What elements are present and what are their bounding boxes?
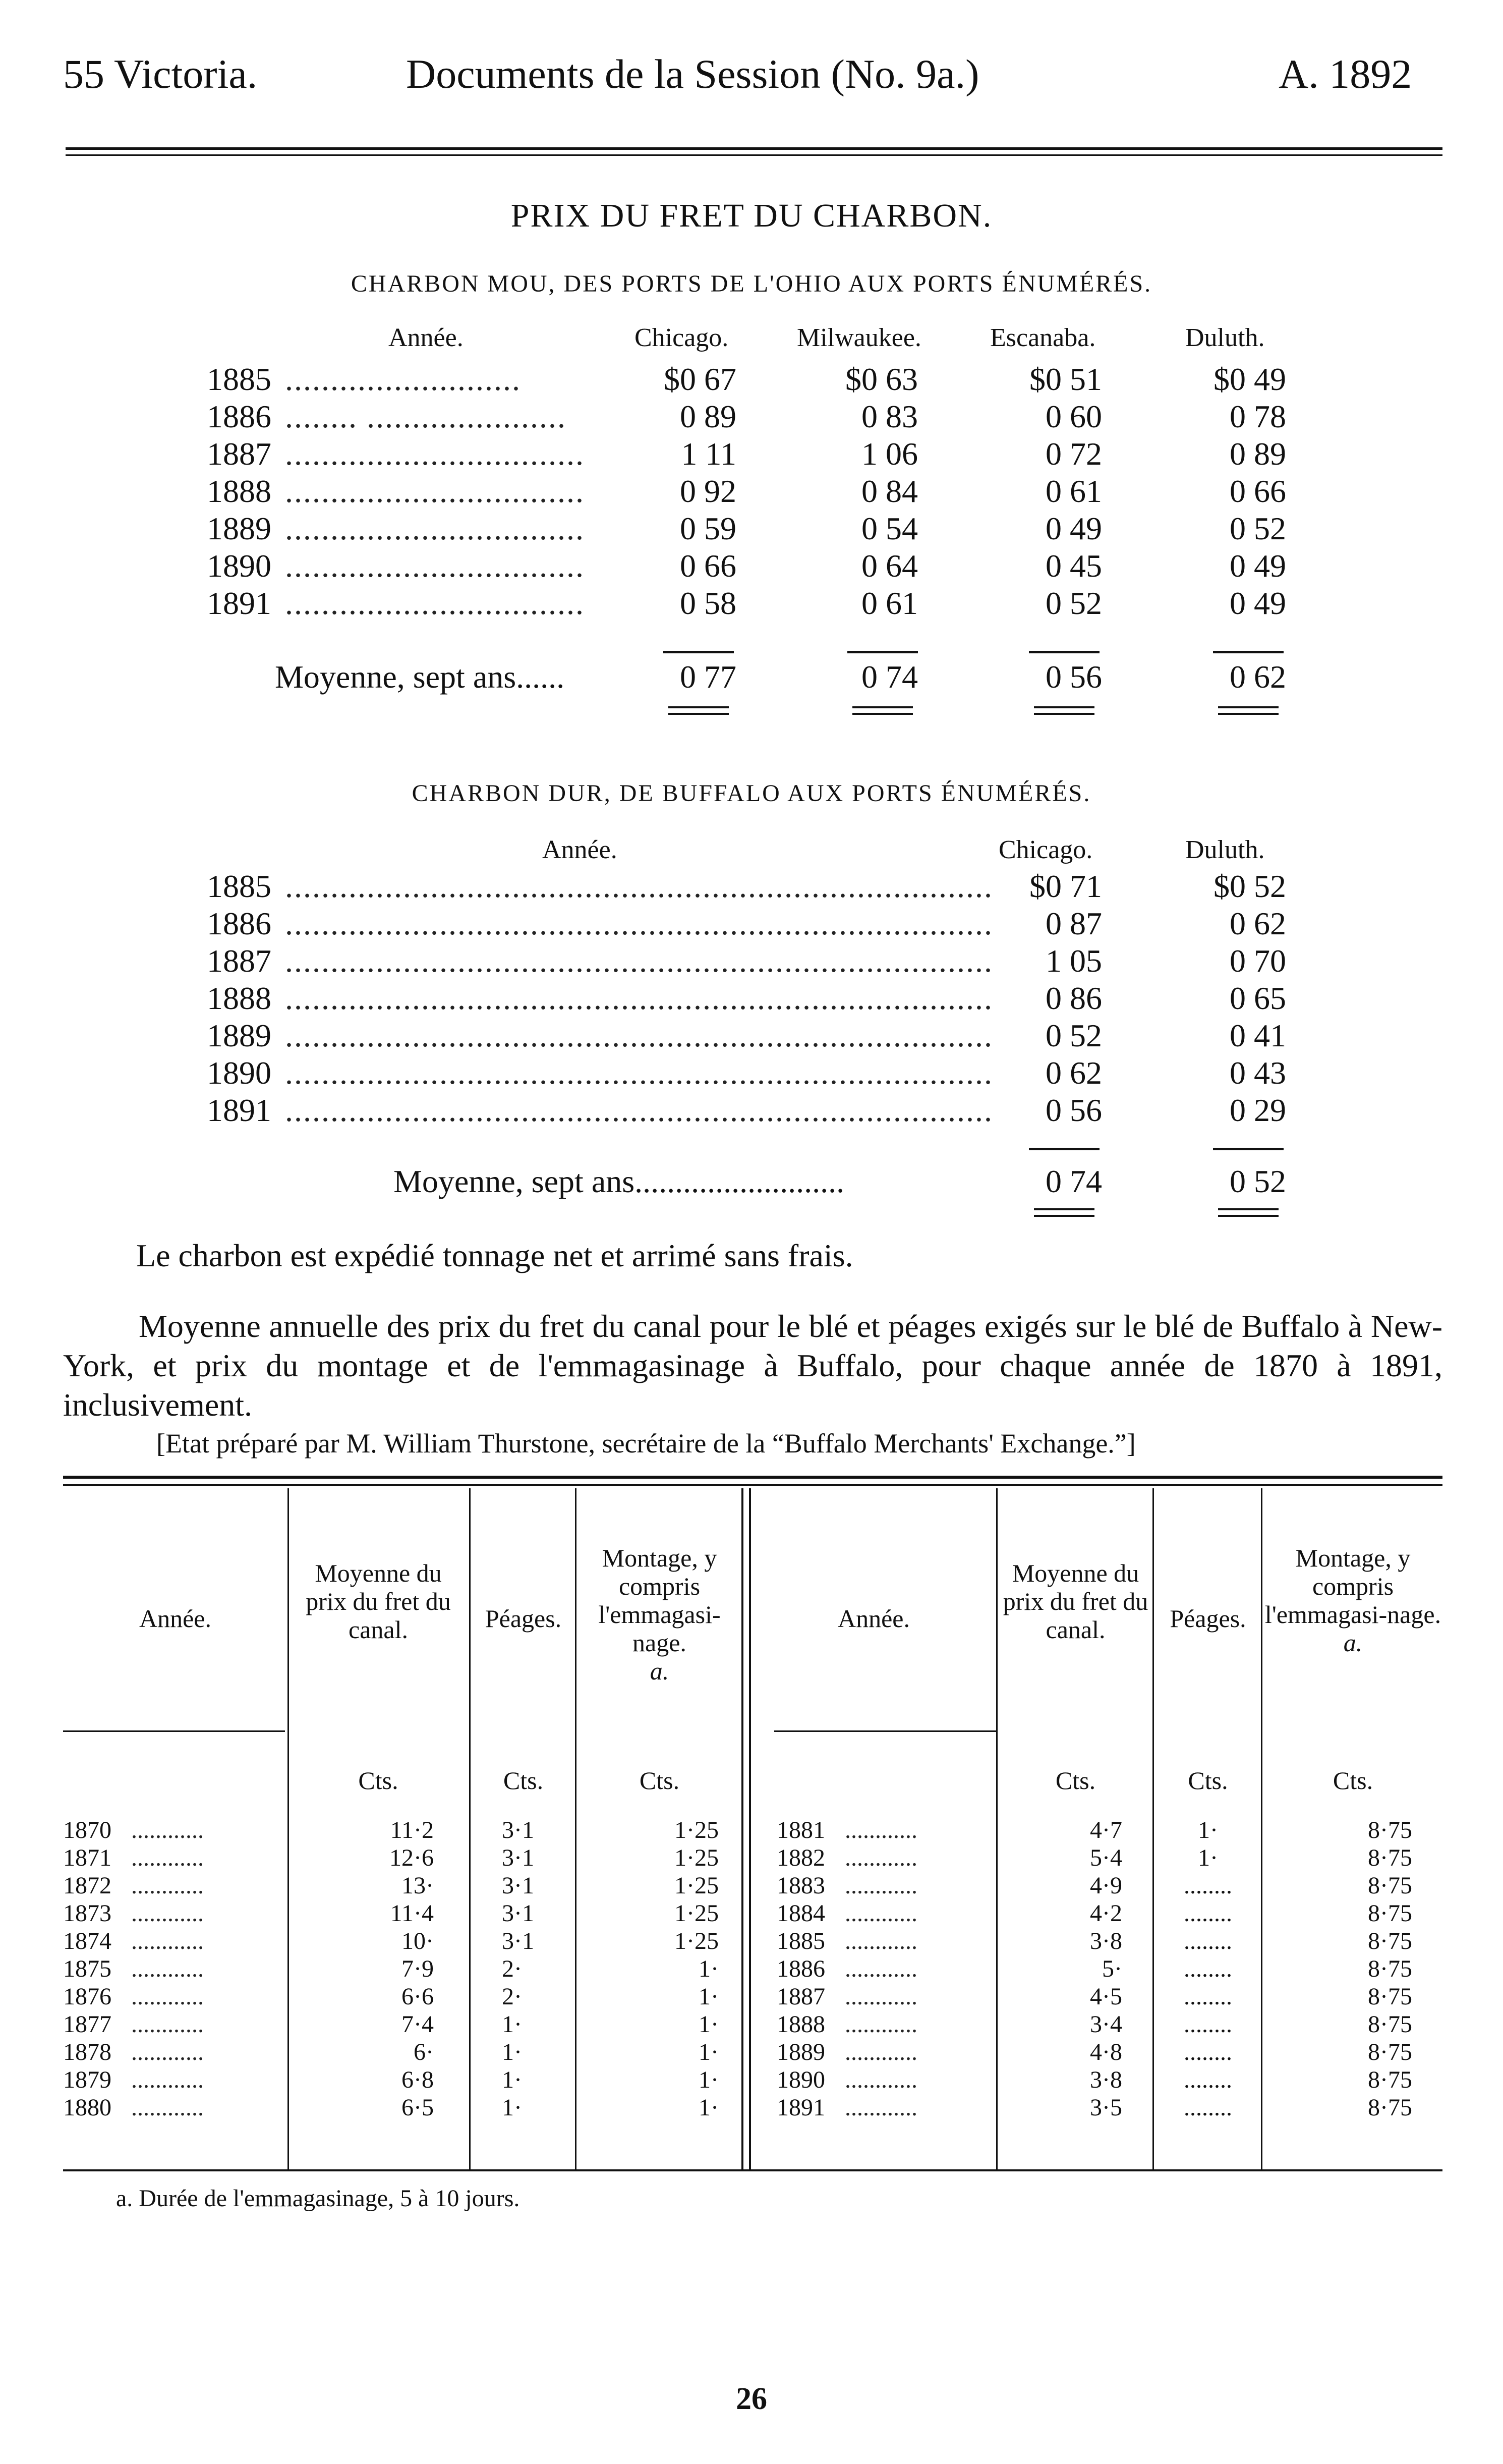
hard-dbl-rule-chicago-1 — [1034, 1208, 1094, 1210]
cell-elevation: 8·75 — [1368, 1872, 1412, 1899]
table-row — [0, 1927, 1503, 1954]
row-leader: ................................. — [285, 436, 585, 472]
cell-elevation: 8·75 — [1368, 2094, 1412, 2121]
table-row — [207, 398, 1316, 436]
cell-chicago: 0 58 — [680, 585, 736, 621]
canal-table-top-rule — [63, 1476, 1442, 1479]
cell-freight: 4·5 — [1090, 1983, 1122, 2010]
cell-tolls: 2· — [502, 1983, 522, 2010]
cell-chicago: 1 05 — [1046, 943, 1102, 979]
row-leader: ............ — [845, 1844, 917, 1871]
cell-freight: 12·6 — [389, 1844, 434, 1871]
row-leader: .............................................................................. — [285, 906, 993, 941]
cell-tolls: ........ — [1184, 2094, 1232, 2121]
cell-freight: 11·2 — [390, 1817, 434, 1843]
page-title: PRIX DU FRET DU CHARBON. — [510, 197, 993, 234]
header-session-left: 55 Victoria. — [63, 51, 258, 97]
unit-freight-right: Cts. — [1055, 1766, 1096, 1795]
row-year: 1889 — [777, 2039, 825, 2065]
soft-dbl-rule-milwaukee-2 — [852, 713, 913, 715]
table-row — [207, 980, 1316, 1018]
cell-tolls: 3·1 — [502, 1817, 534, 1843]
cell-freight: 6·8 — [401, 2066, 434, 2093]
canal-intro-paragraph: Moyenne annuelle des prix du fret du canal pour le blé et péages exigés sur le blé de Buffalo à New-York, et prix du montage et de l'emmagasinage à Buffalo, pour chaque année de 1870 à 1891, inclusivement. — [63, 1308, 1442, 1423]
cell-chicago: 0 87 — [1046, 906, 1102, 941]
unit-tolls-left: Cts. — [503, 1766, 544, 1795]
table-row — [0, 1955, 1503, 1982]
cell-elevation: 1·25 — [674, 1817, 719, 1843]
cell-freight: 5·4 — [1090, 1844, 1122, 1871]
row-year: 1886 — [207, 399, 271, 434]
table-row — [207, 942, 1316, 981]
cell-duluth: 0 52 — [1230, 511, 1286, 546]
cell-duluth: 0 49 — [1230, 548, 1286, 584]
soft-header-chicago: Chicago. — [634, 323, 729, 352]
row-year: 1882 — [777, 1844, 825, 1871]
cell-freight: 7·9 — [401, 1955, 434, 1982]
row-year: 1891 — [777, 2094, 825, 2121]
soft-sum-rule-escanaba — [1029, 651, 1100, 653]
row-year: 1884 — [777, 1900, 825, 1927]
table-row — [0, 2066, 1503, 2093]
row-year: 1888 — [777, 2011, 825, 2038]
cell-elevation: 1· — [699, 2066, 719, 2093]
canal-table-bottom-rule — [63, 2169, 1442, 2171]
table-row — [207, 905, 1316, 943]
cell-freight: 3·5 — [1090, 2094, 1122, 2121]
hard-coal-subtitle: CHARBON DUR, DE BUFFALO AUX PORTS ÉNUMÉRÉS. — [412, 780, 1091, 807]
cell-milwaukee: $0 63 — [845, 361, 918, 397]
soft-header-milwaukee: Milwaukee. — [797, 323, 921, 352]
row-leader: ............ — [845, 2011, 917, 2038]
cell-duluth: 0 89 — [1230, 436, 1286, 472]
cell-chicago: 0 66 — [680, 548, 736, 584]
cell-elevation: 8·75 — [1368, 1983, 1412, 2010]
cell-elevation: 1· — [699, 1955, 719, 1982]
cell-elevation: 8·75 — [1368, 1928, 1412, 1954]
cell-tolls: 1· — [1198, 1817, 1218, 1843]
table-row — [207, 585, 1316, 623]
hard-average-label: Moyenne, sept ans.......................... — [393, 1163, 845, 1199]
cell-elevation: 1· — [699, 2011, 719, 2038]
cell-escanaba: 0 72 — [1046, 436, 1102, 472]
canal-header-freight-left: Moyenne du prix du fret du canal. — [306, 1559, 451, 1644]
row-leader: ............ — [845, 2066, 917, 2093]
soft-dbl-rule-milwaukee-1 — [852, 706, 913, 708]
row-leader: ............ — [131, 1817, 204, 1843]
cell-milwaukee: 1 06 — [861, 436, 918, 472]
cell-elevation: 8·75 — [1368, 2039, 1412, 2065]
table-row — [0, 1983, 1503, 2010]
cell-freight: 3·8 — [1090, 2066, 1122, 2093]
cell-freight: 5· — [1102, 1955, 1122, 1982]
page-number: 26 — [736, 2382, 767, 2416]
row-leader: ........ ...................... — [285, 399, 566, 434]
row-year: 1872 — [63, 1872, 111, 1899]
row-leader: ............ — [131, 1983, 204, 2010]
row-year: 1871 — [63, 1844, 111, 1871]
row-year: 1877 — [63, 2011, 111, 2038]
row-year: 1883 — [777, 1872, 825, 1899]
soft-coal-subtitle: CHARBON MOU, DES PORTS DE L'OHIO AUX PORTS ÉNUMÉRÉS. — [351, 270, 1152, 297]
soft-dbl-rule-escanaba-2 — [1034, 713, 1094, 715]
cell-chicago: 1 11 — [681, 436, 736, 472]
soft-dbl-rule-duluth-2 — [1218, 713, 1279, 715]
soft-header-year: Année. — [388, 323, 464, 352]
hard-header-chicago: Chicago. — [999, 835, 1093, 864]
cell-freight: 13· — [401, 1872, 434, 1899]
cell-duluth: $0 49 — [1213, 361, 1286, 397]
row-leader: ............ — [131, 1844, 204, 1871]
cell-tolls: 3·1 — [502, 1928, 534, 1954]
soft-average-label: Moyenne, sept ans...... — [275, 659, 565, 695]
row-leader: .............................................................................. — [285, 1092, 993, 1128]
cell-chicago: $0 71 — [1029, 868, 1102, 904]
hard-dbl-rule-duluth-1 — [1218, 1208, 1279, 1210]
canal-header-rule-left — [63, 1730, 285, 1732]
cell-elevation: 8·75 — [1368, 2066, 1412, 2093]
soft-header-escanaba: Escanaba. — [990, 323, 1096, 352]
row-leader: ............ — [845, 1928, 917, 1954]
cell-duluth: 0 29 — [1230, 1092, 1286, 1128]
cell-tolls: 1· — [1198, 1844, 1218, 1871]
cell-elevation: 8·75 — [1368, 2011, 1412, 2038]
cell-tolls: ........ — [1184, 2066, 1232, 2093]
table-row — [207, 473, 1316, 511]
cell-tolls: 1· — [502, 2039, 522, 2065]
cell-freight: 11·4 — [390, 1900, 434, 1927]
row-leader: .......................... — [285, 361, 521, 397]
cell-milwaukee: 0 54 — [861, 511, 918, 546]
row-year: 1890 — [207, 548, 271, 584]
cell-escanaba: 0 61 — [1046, 473, 1102, 509]
hard-sum-rule-duluth — [1213, 1148, 1284, 1150]
cell-escanaba: 0 52 — [1046, 585, 1102, 621]
row-year: 1885 — [207, 361, 271, 397]
row-leader: ............ — [131, 2066, 204, 2093]
canal-header-elevation-right-text: Montage, y compris l'emmagasi-nage. — [1264, 1544, 1441, 1629]
row-year: 1885 — [777, 1928, 825, 1954]
row-year: 1876 — [63, 1983, 111, 2010]
soft-average-escanaba: 0 56 — [1046, 659, 1102, 695]
cell-chicago: 0 92 — [680, 473, 736, 509]
header-document-title: Documents de la Session (No. 9a.) — [406, 51, 979, 97]
row-leader: ............ — [845, 1900, 917, 1927]
soft-average-chicago: 0 77 — [680, 659, 736, 695]
cell-duluth: $0 52 — [1213, 868, 1286, 904]
row-year: 1880 — [63, 2094, 111, 2121]
row-year: 1886 — [777, 1955, 825, 1982]
cell-freight: 3·4 — [1090, 2011, 1122, 2038]
row-year: 1873 — [63, 1900, 111, 1927]
soft-sum-rule-chicago — [663, 651, 734, 653]
row-leader: ................................. — [285, 473, 585, 509]
cell-freight: 4·8 — [1090, 2039, 1122, 2065]
row-leader: ............ — [131, 1928, 204, 1954]
hard-header-duluth: Duluth. — [1185, 835, 1265, 864]
cell-escanaba: 0 49 — [1046, 511, 1102, 546]
canal-header-rule-right — [774, 1730, 996, 1732]
canal-header-year-left: Année. — [139, 1604, 211, 1633]
table-row — [0, 2094, 1503, 2121]
table-row — [207, 510, 1316, 548]
header-rule-top — [66, 147, 1442, 150]
row-year: 1874 — [63, 1928, 111, 1954]
row-year: 1889 — [207, 511, 271, 546]
row-year: 1870 — [63, 1817, 111, 1843]
cell-tolls: ........ — [1184, 2039, 1232, 2065]
cell-elevation: 8·75 — [1368, 1955, 1412, 1982]
canal-header-tolls-left: Péages. — [485, 1604, 562, 1633]
row-leader: ............ — [845, 2094, 917, 2121]
row-year: 1886 — [207, 906, 271, 941]
canal-header-freight-right: Moyenne du prix du fret du canal. — [1003, 1559, 1148, 1644]
cell-milwaukee: 0 64 — [861, 548, 918, 584]
cell-chicago: 0 52 — [1046, 1018, 1102, 1053]
cell-elevation: 1·25 — [674, 1872, 719, 1899]
table-row — [0, 1899, 1503, 1927]
row-year: 1890 — [207, 1055, 271, 1091]
cell-freight: 10· — [401, 1928, 434, 1954]
cell-tolls: ........ — [1184, 1872, 1232, 1899]
cell-escanaba: 0 45 — [1046, 548, 1102, 584]
table-row — [0, 2010, 1503, 2038]
soft-dbl-rule-chicago-1 — [668, 706, 729, 708]
soft-average-milwaukee: 0 74 — [861, 659, 918, 695]
table-row — [0, 1816, 1503, 1843]
cell-tolls: 1· — [502, 2094, 522, 2121]
shipping-note: Le charbon est expédié tonnage net et arrimé sans frais. — [136, 1238, 853, 1273]
unit-elevation-left: Cts. — [639, 1766, 680, 1795]
cell-elevation: 8·75 — [1368, 1844, 1412, 1871]
row-year: 1885 — [207, 868, 271, 904]
row-leader: .............................................................................. — [285, 1018, 993, 1053]
row-year: 1875 — [63, 1955, 111, 1982]
cell-tolls: 2· — [502, 1955, 522, 1982]
cell-elevation: 1· — [699, 1983, 719, 2010]
cell-elevation: 1·25 — [674, 1844, 719, 1871]
row-leader: .............................................................................. — [285, 980, 993, 1016]
cell-tolls: 3·1 — [502, 1872, 534, 1899]
cell-elevation: 1·25 — [674, 1928, 719, 1954]
canal-source-note: [Etat préparé par M. William Thurstone, secrétaire de la “Buffalo Merchants' Exchange.”] — [156, 1428, 1136, 1459]
header-year-right: A. 1892 — [1279, 51, 1412, 97]
row-leader: ................................. — [285, 511, 585, 546]
soft-dbl-rule-chicago-2 — [668, 713, 729, 715]
cell-chicago: $0 67 — [664, 361, 736, 397]
hard-sum-rule-chicago — [1029, 1148, 1100, 1150]
cell-freight: 4·9 — [1090, 1872, 1122, 1899]
soft-sum-rule-duluth — [1213, 651, 1284, 653]
canal-header-elevation-right — [1263, 1544, 1442, 1657]
cell-milwaukee: 0 83 — [861, 399, 918, 434]
cell-chicago: 0 59 — [680, 511, 736, 546]
row-leader: .............................................................................. — [285, 1055, 993, 1091]
table-row — [207, 435, 1316, 474]
row-year: 1887 — [207, 436, 271, 472]
cell-milwaukee: 0 61 — [861, 585, 918, 621]
unit-tolls-right: Cts. — [1188, 1766, 1228, 1795]
cell-chicago: 0 56 — [1046, 1092, 1102, 1128]
row-year: 1878 — [63, 2039, 111, 2065]
hard-dbl-rule-chicago-2 — [1034, 1215, 1094, 1217]
canal-header-year-right: Année. — [838, 1604, 910, 1633]
cell-escanaba: 0 60 — [1046, 399, 1102, 434]
table-row — [207, 1092, 1316, 1130]
cell-elevation: 8·75 — [1368, 1900, 1412, 1927]
row-leader: ............ — [131, 2011, 204, 2038]
hard-average-duluth: 0 52 — [1230, 1163, 1286, 1199]
cell-duluth: 0 65 — [1230, 980, 1286, 1016]
table-row — [207, 868, 1316, 906]
cell-freight: 6·5 — [401, 2094, 434, 2121]
cell-duluth: 0 43 — [1230, 1055, 1286, 1091]
row-year: 1888 — [207, 980, 271, 1016]
hard-dbl-rule-duluth-2 — [1218, 1215, 1279, 1217]
cell-escanaba: $0 51 — [1029, 361, 1102, 397]
cell-tolls: 3·1 — [502, 1900, 534, 1927]
cell-milwaukee: 0 84 — [861, 473, 918, 509]
cell-duluth: 0 49 — [1230, 585, 1286, 621]
cell-elevation: 1· — [699, 2039, 719, 2065]
cell-chicago: 0 62 — [1046, 1055, 1102, 1091]
row-year: 1881 — [777, 1817, 825, 1843]
canal-header-tolls-right: Péages. — [1170, 1604, 1246, 1633]
table-row — [207, 547, 1316, 586]
hard-header-year: Année. — [542, 835, 617, 864]
hard-average-chicago: 0 74 — [1046, 1163, 1102, 1199]
cell-elevation: 1· — [699, 2094, 719, 2121]
canal-header-elevation-right-note: a. — [1343, 1629, 1363, 1657]
cell-freight: 4·2 — [1090, 1900, 1122, 1927]
cell-freight: 3·8 — [1090, 1928, 1122, 1954]
table-row — [0, 2038, 1503, 2065]
cell-tolls: 1· — [502, 2066, 522, 2093]
cell-tolls: ........ — [1184, 1983, 1232, 2010]
cell-elevation: 1·25 — [674, 1900, 719, 1927]
cell-chicago: 0 86 — [1046, 980, 1102, 1016]
cell-freight: 7·4 — [401, 2011, 434, 2038]
soft-average-duluth: 0 62 — [1230, 659, 1286, 695]
cell-duluth: 0 62 — [1230, 906, 1286, 941]
row-leader: ............ — [131, 1872, 204, 1899]
table-row — [207, 1017, 1316, 1055]
table-row — [0, 1872, 1503, 1899]
cell-duluth: 0 41 — [1230, 1018, 1286, 1053]
cell-elevation: 8·75 — [1368, 1817, 1412, 1843]
table-row — [207, 361, 1316, 399]
table-row — [207, 1054, 1316, 1093]
row-leader: ................................. — [285, 585, 585, 621]
header-rule-bottom — [66, 154, 1442, 156]
unit-freight-left: Cts. — [358, 1766, 398, 1795]
row-leader: ............ — [131, 1900, 204, 1927]
row-leader: ............ — [131, 2039, 204, 2065]
unit-elevation-right: Cts. — [1333, 1766, 1373, 1795]
row-year: 1889 — [207, 1018, 271, 1053]
row-year: 1887 — [777, 1983, 825, 2010]
row-year: 1888 — [207, 473, 271, 509]
cell-duluth: 0 70 — [1230, 943, 1286, 979]
row-year: 1879 — [63, 2066, 111, 2093]
cell-tolls: 1· — [502, 2011, 522, 2038]
row-year: 1891 — [207, 1092, 271, 1128]
canal-table-top-rule-thin — [63, 1484, 1442, 1486]
canal-header-elevation-left — [580, 1544, 739, 1685]
row-leader: ............ — [131, 1955, 204, 1982]
row-year: 1890 — [777, 2066, 825, 2093]
cell-tolls: 3·1 — [502, 1844, 534, 1871]
row-leader: ............ — [845, 1872, 917, 1899]
cell-freight: 4·7 — [1090, 1817, 1122, 1843]
cell-duluth: 0 66 — [1230, 473, 1286, 509]
cell-tolls: ........ — [1184, 2011, 1232, 2038]
cell-tolls: ........ — [1184, 1900, 1232, 1927]
soft-dbl-rule-duluth-1 — [1218, 706, 1279, 708]
canal-header-elevation-left-note: a. — [650, 1657, 669, 1685]
canal-header-elevation-left-text: Montage, y compris l'emmagasi-nage. — [598, 1544, 721, 1657]
cell-freight: 6·6 — [401, 1983, 434, 2010]
row-leader: .............................................................................. — [285, 868, 993, 904]
cell-tolls: ........ — [1184, 1955, 1232, 1982]
row-year: 1891 — [207, 585, 271, 621]
row-leader: .............................................................................. — [285, 943, 993, 979]
row-leader: ............ — [131, 2094, 204, 2121]
row-leader: ............ — [845, 1983, 917, 2010]
row-leader: ............ — [845, 1817, 917, 1843]
row-leader: ................................. — [285, 548, 585, 584]
table-row — [0, 1844, 1503, 1871]
soft-sum-rule-milwaukee — [847, 651, 918, 653]
cell-chicago: 0 89 — [680, 399, 736, 434]
soft-header-duluth: Duluth. — [1185, 323, 1265, 352]
row-leader: ............ — [845, 2039, 917, 2065]
row-year: 1887 — [207, 943, 271, 979]
row-leader: ............ — [845, 1955, 917, 1982]
soft-dbl-rule-escanaba-1 — [1034, 706, 1094, 708]
footnote: a. Durée de l'emmagasinage, 5 à 10 jours. — [116, 2185, 520, 2212]
cell-freight: 6· — [414, 2039, 434, 2065]
cell-tolls: ........ — [1184, 1928, 1232, 1954]
cell-duluth: 0 78 — [1230, 399, 1286, 434]
